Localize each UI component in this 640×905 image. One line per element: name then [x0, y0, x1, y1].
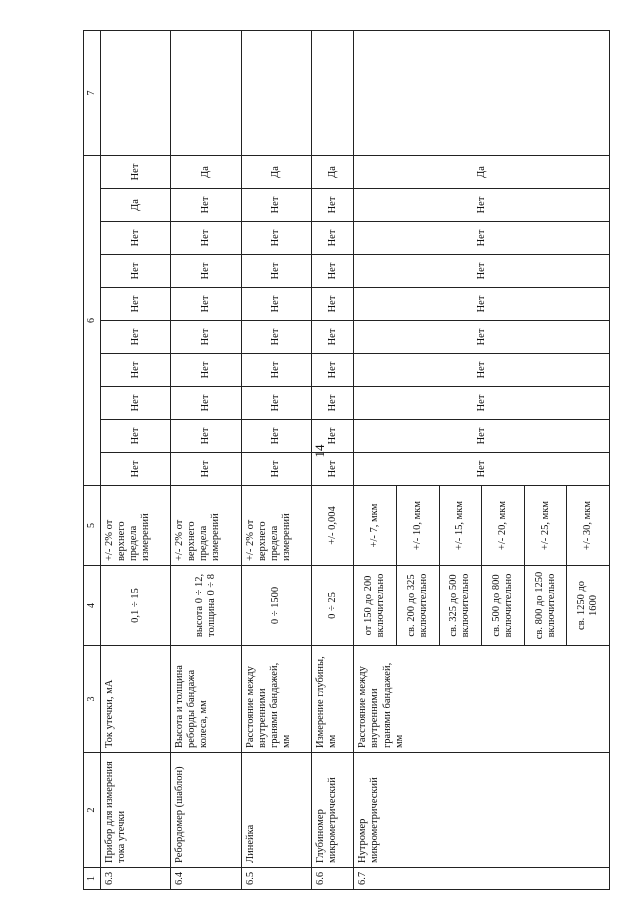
flag-cell: Нет [241, 288, 311, 321]
flag-cell: Нет [171, 189, 241, 222]
range: св. 500 до 800 включительно [482, 566, 525, 646]
flag-cell: Да [241, 156, 311, 189]
flag-cell: Нет [101, 354, 171, 387]
range: высота 0 ÷ 12, толщина 0 ÷ 8 [171, 566, 241, 646]
flag-cell: Нет [101, 420, 171, 453]
header-col-6: 6 [84, 156, 101, 486]
parameter: Измерение глубины, мм [311, 646, 354, 753]
flag-cell: Нет [311, 321, 354, 354]
flag-cell: Нет [101, 156, 171, 189]
flag-cell: Да [354, 156, 610, 189]
row-number: 6.3 [101, 868, 171, 890]
range: св. 325 до 500 включительно [439, 566, 482, 646]
col7-cell [171, 31, 241, 156]
flag-cell: Нет [311, 420, 354, 453]
flag-cell: Нет [171, 321, 241, 354]
header-row [84, 31, 101, 890]
device-name: Прибор для измерения тока утечки [101, 753, 171, 868]
row-number: 6.4 [171, 868, 241, 890]
flag-cell: Нет [354, 453, 610, 486]
flag-cell: Нет [101, 222, 171, 255]
flag-cell: Нет [354, 387, 610, 420]
range: св. 1250 до 1600 [567, 566, 610, 646]
flag-cell: Нет [171, 222, 241, 255]
error: +/- 30, мкм [567, 486, 610, 566]
row-number: 6.7 [354, 868, 610, 890]
flag-cell: Нет [241, 354, 311, 387]
flag-cell: Нет [241, 387, 311, 420]
range: 0,1 ÷ 15 [101, 566, 171, 646]
parameter: Ток утечки, мА [101, 646, 171, 753]
flag-cell: Нет [311, 255, 354, 288]
col7-cell [101, 31, 171, 156]
error: +/- 25, мкм [524, 486, 567, 566]
flag-cell: Нет [354, 288, 610, 321]
range: св. 800 до 1250 включительно [524, 566, 567, 646]
flag-cell: Нет [241, 189, 311, 222]
error: +/- 15, мкм [439, 486, 482, 566]
header-col-5: 5 [84, 486, 101, 566]
flag-cell: Нет [311, 189, 354, 222]
range: 0 ÷ 1500 [241, 566, 311, 646]
error: +/- 7, мкм [354, 486, 397, 566]
device-name: Нутромер микрометрический [354, 753, 610, 868]
flag-cell: Нет [354, 354, 610, 387]
flag-cell: Нет [171, 255, 241, 288]
error: +/- 0,004 [311, 486, 354, 566]
header-col-3: 3 [84, 646, 101, 753]
table-row [241, 31, 311, 890]
flag-cell: Нет [241, 255, 311, 288]
flag-cell: Нет [171, 420, 241, 453]
parameter: Расстояние между внутренними гранями бандажей, мм [354, 646, 610, 753]
flag-cell: Нет [101, 453, 171, 486]
range: от 150 до 200 включительно [354, 566, 397, 646]
flag-cell: Нет [101, 321, 171, 354]
flag-cell: Нет [354, 255, 610, 288]
flag-cell: Нет [171, 288, 241, 321]
flag-cell: Нет [354, 420, 610, 453]
flag-cell: Нет [354, 321, 610, 354]
table-row [354, 31, 397, 890]
row-number: 6.5 [241, 868, 311, 890]
device-name: Ребордомер (шаблон) [171, 753, 241, 868]
header-col-4: 4 [84, 566, 101, 646]
header-col-7: 7 [84, 31, 101, 156]
flag-cell: Нет [241, 420, 311, 453]
equipment-table [83, 30, 610, 890]
device-name: Глубиномер микрометрический [311, 753, 354, 868]
flag-cell: Нет [101, 255, 171, 288]
header-col-2: 2 [84, 753, 101, 868]
flag-cell: Да [101, 189, 171, 222]
flag-cell: Да [171, 156, 241, 189]
col7-cell [354, 31, 610, 156]
flag-cell: Нет [311, 288, 354, 321]
flag-cell: Нет [241, 453, 311, 486]
parameter: Расстояние между внутренними гранями бандажей, мм [241, 646, 311, 753]
flag-cell: Нет [311, 222, 354, 255]
range: св. 200 до 325 включительно [396, 566, 439, 646]
error: +/- 2% от верхнего предела измерений [241, 486, 311, 566]
header-col-1: 1 [84, 868, 101, 890]
parameter: Высота и толщина реборды бандажа колеса, мм [171, 646, 241, 753]
flag-cell: Нет [171, 453, 241, 486]
flag-cell: Нет [101, 387, 171, 420]
col7-cell [241, 31, 311, 156]
flag-cell: Нет [241, 222, 311, 255]
flag-cell: Нет [171, 387, 241, 420]
flag-cell: Нет [354, 222, 610, 255]
error: +/- 10, мкм [396, 486, 439, 566]
device-name: Линейка [241, 753, 311, 868]
flag-cell: Нет [354, 189, 610, 222]
flag-cell: Нет [311, 387, 354, 420]
table-row [311, 31, 354, 890]
error: +/- 20, мкм [482, 486, 525, 566]
range: 0 ÷ 25 [311, 566, 354, 646]
page-number: 14 [312, 444, 327, 458]
error: +/- 2% от верхнего предела измерений [171, 486, 241, 566]
flag-cell: Нет [311, 354, 354, 387]
flag-cell: Нет [171, 354, 241, 387]
table-row [171, 31, 241, 890]
row-number: 6.6 [311, 868, 354, 890]
flag-cell: Нет [241, 321, 311, 354]
table-row [101, 31, 171, 890]
error: +/- 2% от верхнего предела измерений [101, 486, 171, 566]
flag-cell: Нет [101, 288, 171, 321]
col7-cell [311, 31, 354, 156]
flag-cell: Да [311, 156, 354, 189]
flag-cell: Нет [311, 453, 354, 486]
